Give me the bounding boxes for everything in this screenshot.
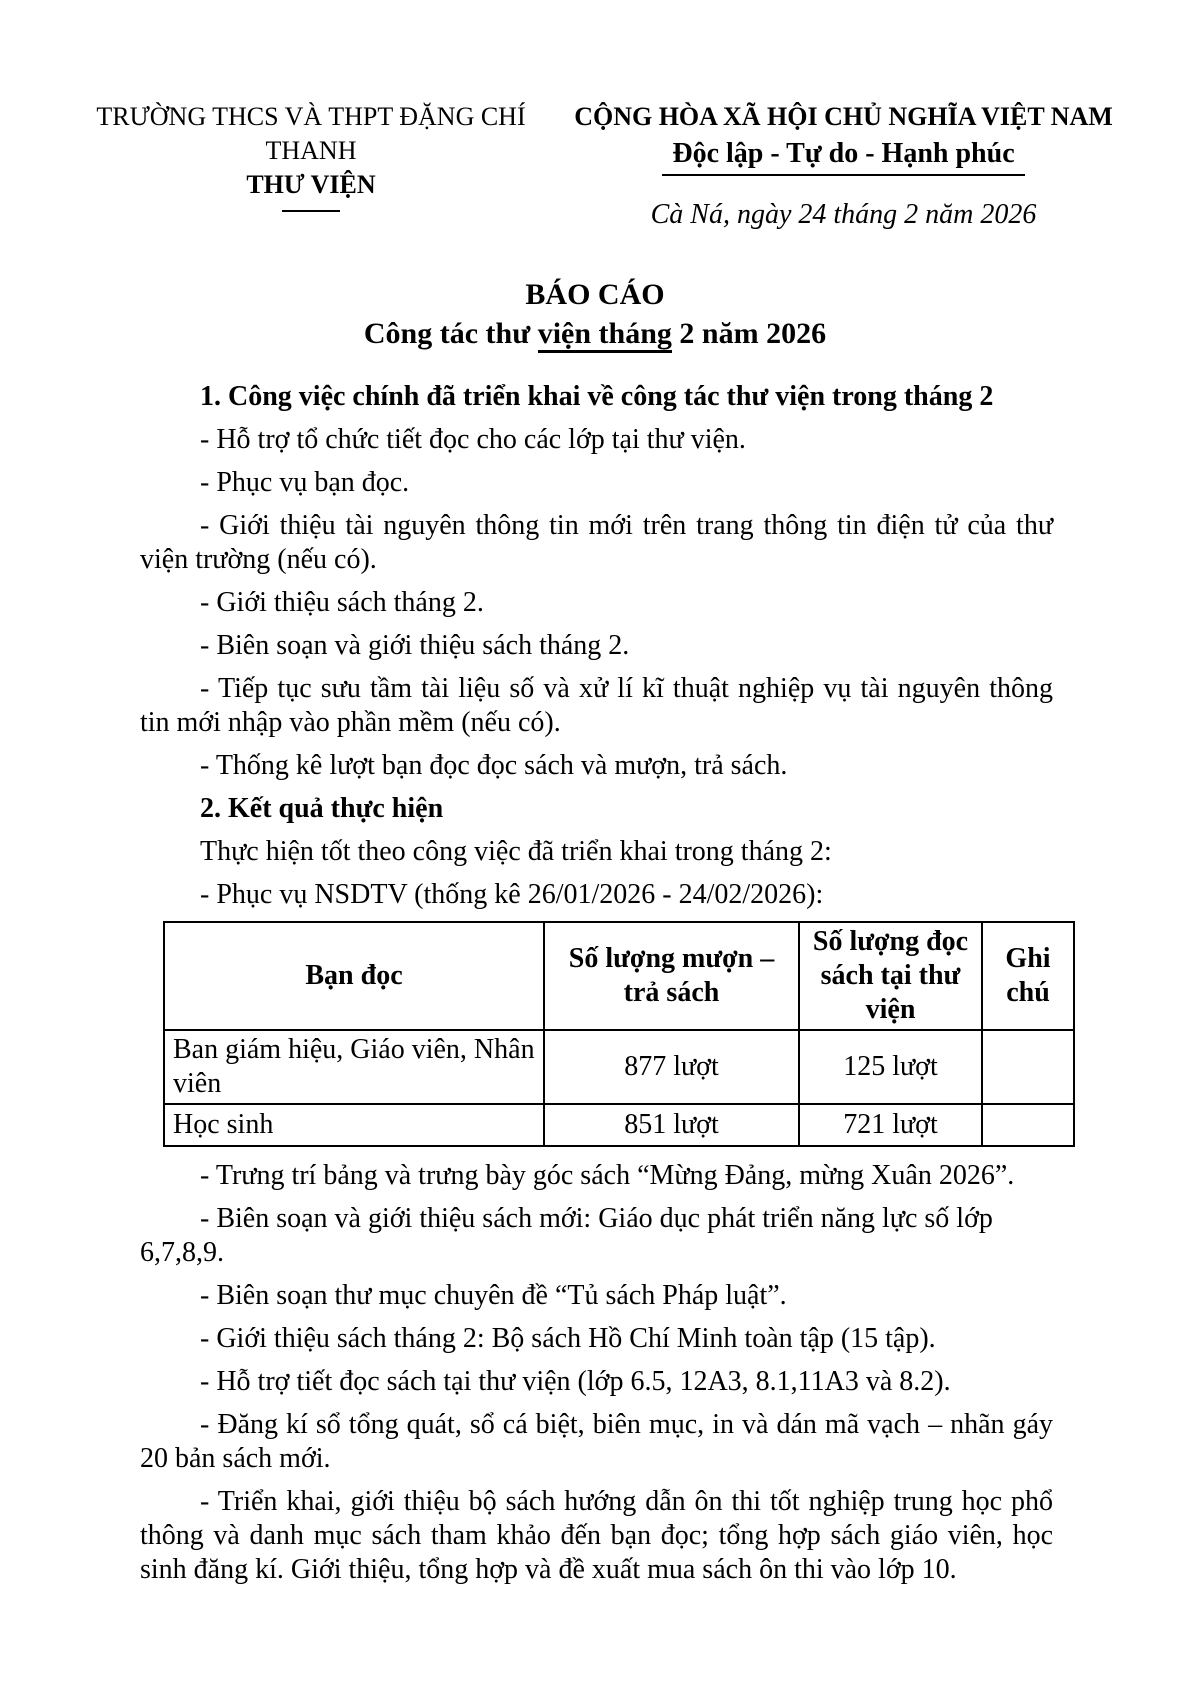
list-item: - Biên soạn và giới thiệu sách tháng 2.	[200, 630, 630, 661]
list-item: - Triển khai, giới thiệu bộ sách hướng dẫn ôn thi tốt nghiệp trung học phổ thông và danh mục sách tham khảo đến bạn đọc; tổng hợp sách giáo viên, học sinh đăng kí. Giới thiệu, tổng hợp và đề xuất mua sách ôn thi vào lớp 10.	[140, 1486, 1053, 1585]
table-header-cell-borrow: Số lượng mượn – trả sách	[544, 922, 799, 1030]
place-date-line: Cà Ná, ngày 24 tháng 2 năm 2026	[650, 199, 1037, 230]
table-header-cell-readers: Bạn đọc	[164, 922, 544, 1030]
list-item: - Giới thiệu sách tháng 2: Bộ sách Hồ Chí Minh toàn tập (15 tập).	[200, 1323, 936, 1354]
list-item: - Tiếp tục sưu tầm tài liệu số và xử lí kĩ thuật nghiệp vụ tài nguyên thông tin mới nhập vào phần mềm (nếu có).	[140, 673, 1053, 738]
section-1-heading: 1. Công việc chính đã triển khai về công tác thư viện trong tháng 2	[200, 381, 994, 412]
table-row	[164, 1030, 1074, 1104]
table-header-cell-read: Số lượng đọc sách tại thư viện	[799, 922, 982, 1030]
list-item: - Phục vụ bạn đọc.	[200, 467, 410, 498]
list-item: - Giới thiệu tài nguyên thông tin mới trên trang thông tin điện tử của thư viện trường (nếu có).	[140, 510, 1053, 575]
issuing-unit-block	[65, 100, 557, 232]
table-cell-borrow: 877 lượt	[544, 1030, 799, 1104]
list-item: - Hỗ trợ tổ chức tiết đọc cho các lớp tại thư viện.	[200, 424, 746, 455]
table-cell-reader: Học sinh	[164, 1104, 544, 1146]
list-item: - Hỗ trợ tiết đọc sách tại thư viện (lớp 6.5, 12A3, 8.1,11A3 và 8.2).	[200, 1366, 951, 1397]
table-cell-reader: Ban giám hiệu, Giáo viên, Nhân viên	[164, 1030, 544, 1104]
list-item: - Biên soạn và giới thiệu sách mới: Giáo dục phát triển năng lực số lớp 6,7,8,9.	[140, 1203, 993, 1268]
table-cell-read: 125 lượt	[799, 1030, 982, 1104]
table-row	[164, 1104, 1074, 1146]
report-title-block	[0, 276, 1190, 354]
unit-divider-rule	[282, 210, 340, 212]
section-2-heading: 2. Kết quả thực hiện	[200, 793, 444, 824]
stats-period-label: - Phục vụ NSDTV (thống kê 26/01/2026 - 24/02/2026):	[200, 879, 824, 910]
document-header	[65, 100, 1130, 232]
motto-slogan: Độc lập - Tự do - Hạnh phúc	[662, 136, 1024, 176]
list-item: - Trưng trí bảng và trưng bày góc sách “Mừng Đảng, mừng Xuân 2026”.	[200, 1160, 1015, 1191]
table-header-cell-note: Ghi chú	[982, 922, 1074, 1030]
national-motto: CỘNG HÒA XÃ HỘI CHỦ NGHĨA VIỆT NAM	[574, 102, 1113, 131]
table-cell-note	[982, 1030, 1074, 1104]
table-header-row	[164, 922, 1074, 1030]
report-title: BÁO CÁO	[525, 278, 665, 311]
national-header-block	[557, 100, 1130, 232]
list-item: - Biên soạn thư mục chuyên đề “Tủ sách Pháp luật”.	[200, 1280, 787, 1311]
subtitle-post: 2 năm 2026	[671, 317, 827, 350]
list-item: - Thống kê lượt bạn đọc đọc sách và mượn, trả sách.	[200, 750, 788, 781]
list-item: - Giới thiệu sách tháng 2.	[200, 587, 484, 618]
school-name: TRƯỜNG THCS VÀ THPT ĐẶNG CHÍ THANH	[96, 102, 526, 165]
section-2-intro: Thực hiện tốt theo công việc đã triển khai trong tháng 2:	[200, 836, 832, 867]
report-body	[140, 380, 1053, 1587]
report-subtitle	[0, 314, 1190, 354]
table-cell-note	[982, 1104, 1074, 1146]
library-unit-name: THƯ VIỆN	[246, 170, 376, 199]
reader-stats-table	[163, 921, 1075, 1147]
list-item: - Đăng kí sổ tổng quát, sổ cá biệt, biên mục, in và dán mã vạch – nhãn gáy 20 bản sách mới.	[140, 1409, 1053, 1474]
subtitle-underlined: viện tháng	[538, 317, 672, 353]
table-cell-read: 721 lượt	[799, 1104, 982, 1146]
table-cell-borrow: 851 lượt	[544, 1104, 799, 1146]
subtitle-pre: Công tác thư	[363, 317, 538, 350]
